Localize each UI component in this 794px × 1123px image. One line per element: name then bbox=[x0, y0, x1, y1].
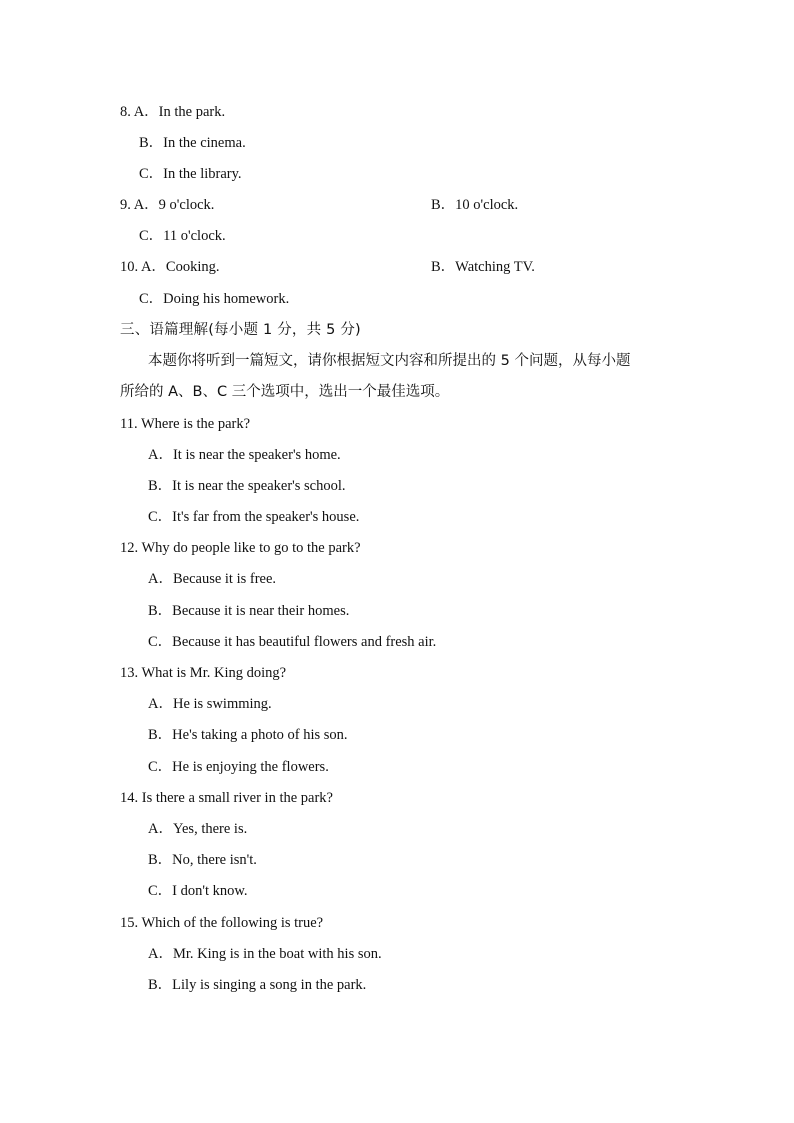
q11-option-b: B．It is near the speaker's school. bbox=[148, 478, 346, 494]
q12-question: 12. Why do people like to go to the park? bbox=[120, 540, 361, 556]
q15-option-a: A．Mr. King is in the boat with his son. bbox=[148, 946, 382, 962]
section-title: 三、语篇理解(每小题 1 分，共 5 分) bbox=[120, 322, 361, 338]
q13-question: 13. What is Mr. King doing? bbox=[120, 665, 287, 681]
q12-option-b: B．Because it is near their homes. bbox=[148, 603, 350, 619]
q14-question: 14. Is there a small river in the park? bbox=[120, 790, 333, 806]
q13-option-b: B．He's taking a photo of his son. bbox=[148, 727, 348, 743]
q13-option-a: A．He is swimming. bbox=[148, 696, 272, 712]
q14-option-a: A．Yes, there is. bbox=[148, 821, 248, 837]
q11-question: 11. Where is the park? bbox=[120, 416, 251, 432]
q9-option-a: 9. A．9 o'clock. bbox=[120, 197, 215, 213]
q13-option-c: C．He is enjoying the flowers. bbox=[148, 759, 329, 775]
q11-option-a: A．It is near the speaker's home. bbox=[148, 447, 341, 463]
q14-option-c: C．I don't know. bbox=[148, 883, 248, 899]
q9-option-c: C．11 o'clock. bbox=[139, 228, 226, 244]
section-intro-line-1: 本题你将听到一篇短文，请你根据短文内容和所提出的 5 个问题，从每小题 bbox=[148, 353, 631, 369]
q15-option-b: B．Lily is singing a song in the park. bbox=[148, 977, 367, 993]
q10-option-c: C．Doing his homework. bbox=[139, 291, 290, 307]
section-intro-line-2: 所给的 A、B、C 三个选项中，选出一个最佳选项。 bbox=[120, 384, 450, 400]
q12-option-a: A．Because it is free. bbox=[148, 571, 277, 587]
q12-option-c: C．Because it has beautiful flowers and fresh air. bbox=[148, 634, 437, 650]
q11-option-c: C．It's far from the speaker's house. bbox=[148, 509, 360, 525]
q8-option-b: B．In the cinema. bbox=[139, 135, 246, 151]
q8-option-c: C．In the library. bbox=[139, 166, 242, 182]
q10-option-b: B．Watching TV. bbox=[431, 259, 535, 275]
q8-option-a: 8. A．In the park. bbox=[120, 104, 226, 120]
q14-option-b: B．No, there isn't. bbox=[148, 852, 257, 868]
q10-option-a: 10. A．Cooking. bbox=[120, 259, 220, 275]
q15-question: 15. Which of the following is true? bbox=[120, 915, 324, 931]
q9-option-b: B．10 o'clock. bbox=[431, 197, 519, 213]
